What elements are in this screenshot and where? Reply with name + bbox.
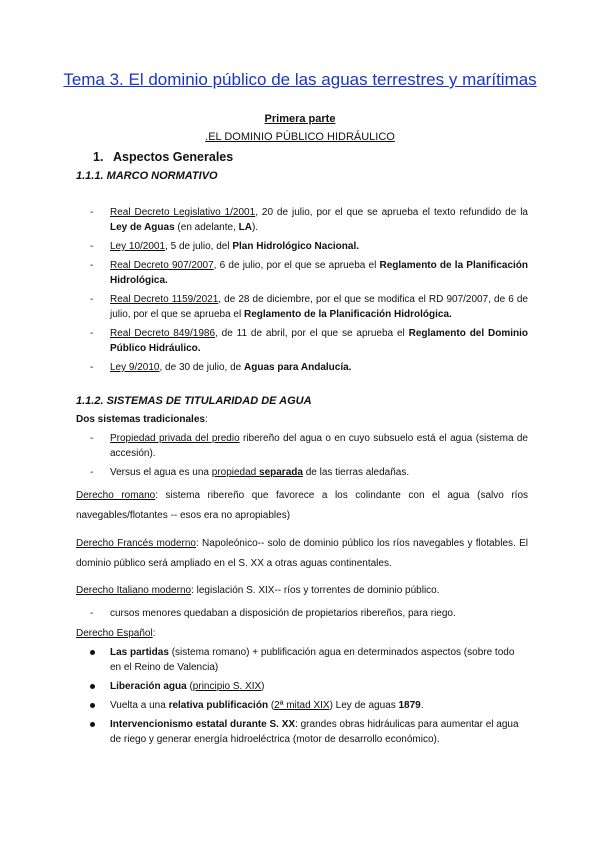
list-item: Liberación agua (principio S. XIX) — [76, 679, 528, 694]
norm-reference-link[interactable]: Real Decreto 849/1986 — [110, 328, 216, 339]
paragraph-derecho-espanol: Derecho Español: — [76, 628, 156, 639]
list-item: - Real Decreto 849/1986, de 11 de abril, por el que se aprueba el Reglamento del Dominio Público Hidráulico. — [76, 326, 528, 356]
subheading-marco-normativo: 1.1.1. MARCO NORMATIVO — [76, 170, 218, 182]
traditional-systems-list — [76, 431, 528, 484]
list-item: - Ley 10/2001, 5 de julio, del Plan Hidrológico Nacional. — [76, 239, 528, 254]
spanish-law-list — [76, 645, 528, 751]
list-item: Las partidas (sistema romano) + publificación agua en determinados aspectos (sobre todo en el Reino de Valencia) — [76, 645, 528, 675]
part-heading: Primera parte — [264, 113, 336, 125]
norm-reference-link[interactable]: Real Decreto 907/2007 — [110, 260, 214, 271]
paragraph-derecho-frances: Derecho Francés moderno: Napoleónico-- solo de dominio público los ríos navegables y flotables. El dominio público será ampliado en el S. XX a otras aguas continentales. — [76, 538, 528, 569]
italian-list — [76, 606, 528, 625]
norm-reference-link[interactable]: Real Decreto 1159/2021 — [110, 294, 219, 305]
heading-aspectos-generales — [93, 150, 233, 164]
paragraph-dos-sistemas: Dos sistemas tradicionales: — [76, 414, 208, 425]
page-title: Tema 3. El dominio público de las aguas terrestres y marítimas — [63, 70, 537, 89]
list-item: - Ley 9/2010, de 30 de julio, de Aguas para Andalucía. — [76, 360, 528, 375]
heading-label: Aspectos Generales — [113, 150, 234, 164]
norm-reference-link[interactable]: Real Decreto Legislativo 1/2001 — [110, 207, 256, 218]
list-item: - Real Decreto 1159/2021, de 28 de diciembre, por el que se modifica el RD 907/2007, de 6 de julio, por el que se aprueba el Reglamento de la Planificación Hidrológica. — [76, 292, 528, 322]
paragraph-derecho-italiano: Derecho Italiano moderno: legislación S. XIX-- ríos y torrentes de dominio público. — [76, 585, 440, 596]
list-item: - Real Decreto Legislativo 1/2001, 20 de julio, por el que se aprueba el texto refundido de la Ley de Aguas (en adelante, LA). — [76, 205, 528, 235]
list-item: - cursos menores quedaban a disposición de propietarios ribereños, para riego. — [76, 606, 528, 621]
list-item: - Real Decreto 907/2007, 6 de julio, por el que se aprueba el Reglamento de la Planificación Hidrológica. — [76, 258, 528, 288]
list-item: - Versus el agua es una propiedad separada de las tierras aledañas. — [76, 465, 528, 480]
subheading-sistemas-titularidad: 1.1.2. SISTEMAS DE TITULARIDAD DE AGUA — [76, 395, 312, 407]
list-item: Vuelta a una relativa publificación (2ª mitad XIX) Ley de aguas 1879. — [76, 698, 528, 713]
norm-reference-link[interactable]: Ley 9/2010 — [110, 362, 160, 373]
norm-reference-link[interactable]: Ley 10/2001 — [110, 241, 166, 252]
paragraph-derecho-romano: Derecho romano: sistema ribereño que favorece a los colindante con el agua (salvo ríos navegables/flotantes -- esos era no apropiables) — [76, 490, 529, 521]
list-item: - Propiedad privada del predio ribereño del agua o en cuyo subsuelo está el agua (sistema de accesión). — [76, 431, 528, 461]
section-heading: .EL DOMINIO PÚBLICO HIDRÁULICO — [205, 131, 395, 143]
list-item: Intervencionismo estatal durante S. XX: grandes obras hidráulicas para aumentar el agua de riego y generar energía hidroeléctrica (motor de desarrollo económico). — [76, 717, 528, 747]
normative-list — [76, 205, 528, 379]
heading-number: 1. — [93, 150, 104, 164]
